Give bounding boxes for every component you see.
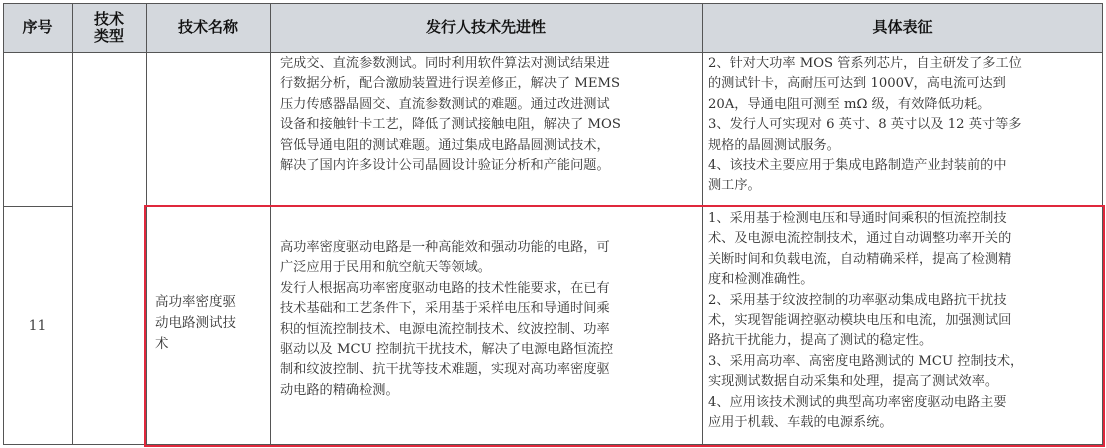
- grid-line-col: [72, 3, 73, 445]
- header-index: 序号: [3, 3, 72, 52]
- row1-detail: 2、针对大功率 MOS 管系列芯片，自主研发了多工位 的测试针卡，高耐压可达到 1000V，高电流可达到 20A，导通电阻可测至 mΩ 级，有效降低功耗。 3、发行人可实现对 6 英寸、8 英寸以及 12 英寸等多 规格的晶圆测试服务。 4、该技术主要应用于集成电路制造产业封装前的中 测工序。: [708, 56, 1022, 194]
- header-type: 技术 类型: [72, 3, 146, 52]
- data-table: [3, 3, 1103, 445]
- header-advance: 发行人技术先进性: [270, 3, 702, 52]
- row1-index: [3, 52, 72, 206]
- row1-name: [146, 52, 270, 206]
- row2-name: 高功率密度驱 动电路测试技 术: [155, 294, 236, 352]
- row2-index: 11: [28, 317, 47, 334]
- row1-advance: 完成交、直流参数测试。同时利用软件算法对测试结果进 行数据分析，配合激励装置进行误差修正，解决了 MEMS 压力传感器晶圆交、直流参数测试的难题。通过改进测试 设备和接触针卡工艺，降低了测试接触电阻，解决了 MOS 管低导通电阻的测试难题。通过集成电路晶圆测试技术， 解决了国内许多设计公司晶圆设计验证分析和产能问题。: [280, 56, 621, 174]
- grid-line-top: [3, 3, 1103, 4]
- highlight-box: [144, 205, 1105, 447]
- grid-line-col: [3, 3, 4, 445]
- row2-advance: 高功率密度驱动电路是一种高能效和强动功能的电路，可 广泛应用于民用和航空航天等领域。 发行人根据高功率密度驱动电路的技术性能要求，在已有 技术基础和工艺条件下，采用基于采样电压和导通时间乘 积的恒流控制技术、电源电流控制技术、纹波控制、功率 驱动以及 MCU 控制抗干扰技术，解决了电源电路恒流控 制和纹波控制、抗干扰等技术难题，实现对高功率密度驱 动电路的精确检测。: [280, 240, 614, 398]
- header-detail: 具体表征: [702, 3, 1103, 52]
- header-name: 技术名称: [146, 3, 270, 52]
- row2-detail: 1、采用基于检测电压和导通时间乘积的恒流控制技 术、及电源电流控制技术，通过自动调整功率开关的 关断时间和负载电流，自动精确采样，提高了检测精 度和检测准确性。 2、采用基于纹波控制的功率驱动集成电路抗干扰技 术，实现智能调控驱动模块电压和电流，加强测试回 路抗干扰能力，提高了测试的稳定性。 3、采用高功率、高密度电路测试的 MCU 控制技术， 实现测试数据自动采集和处理，提高了测试效率。 4、应用该技术测试的典型高功率密度驱动电路主要 应用于机载、车载的电源系统。: [708, 211, 1024, 431]
- grid-line-header-bottom: [3, 52, 1103, 53]
- grid-line-row-divider: [3, 206, 72, 207]
